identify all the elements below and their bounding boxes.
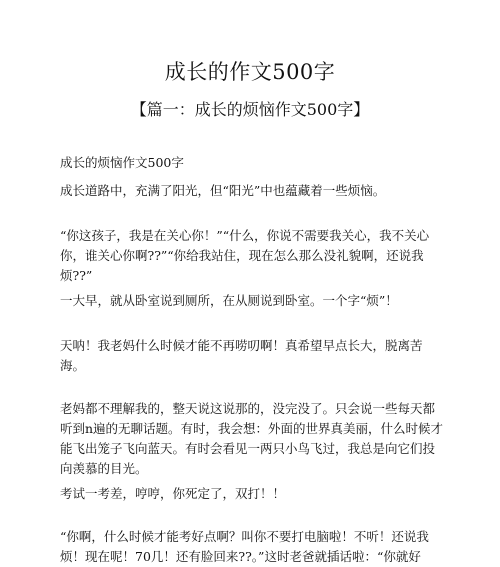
paragraph: “你啊，什么时候才能考好点啊？叫你不要打电脑啦！不听！还说我烦！现在呢！70几！还有脸回来??。”这时老爸就插话啦：“你就好 (60, 529, 429, 564)
paragraph: 考试一考差，哼哼，你死定了，双打！！ (60, 486, 286, 501)
document-subtitle: 【篇一：成长的烦恼作文500字】 (130, 100, 370, 119)
paragraph: “你这孩子，我是在关心你！”“什么，你说不需要我关心，我不关心你，谁关心你啊??”“你给我站住，现在怎么那么没礼貌啊，还说我烦??” (60, 228, 430, 283)
paragraph: 成长道路中，充满了阳光，但“阳光”中也蕴藏着一些烦恼。 (60, 183, 386, 198)
paragraph: 天呐！我老妈什么时候才能不再唠叨啊！真希望早点长大，脱离苦海。 (60, 338, 423, 373)
paragraph: 一大早，就从卧室说到厕所，在从厕说到卧室。一个字“烦”！ (60, 293, 398, 308)
paragraph: 老妈都不理解我的，整天说这说那的，没完没了。只会说一些每天都听到n遍的无聊话题。有时，我会想：外面的世界真美丽，什么时候才能飞出笼子飞向蓝天。有时会看见一两只小鸟飞过，我总是向它们投向羡慕的目光。 (60, 401, 444, 476)
paragraph: 成长的烦恼作文500字 (60, 155, 184, 170)
document-title: 成长的作文500字 (164, 60, 336, 84)
